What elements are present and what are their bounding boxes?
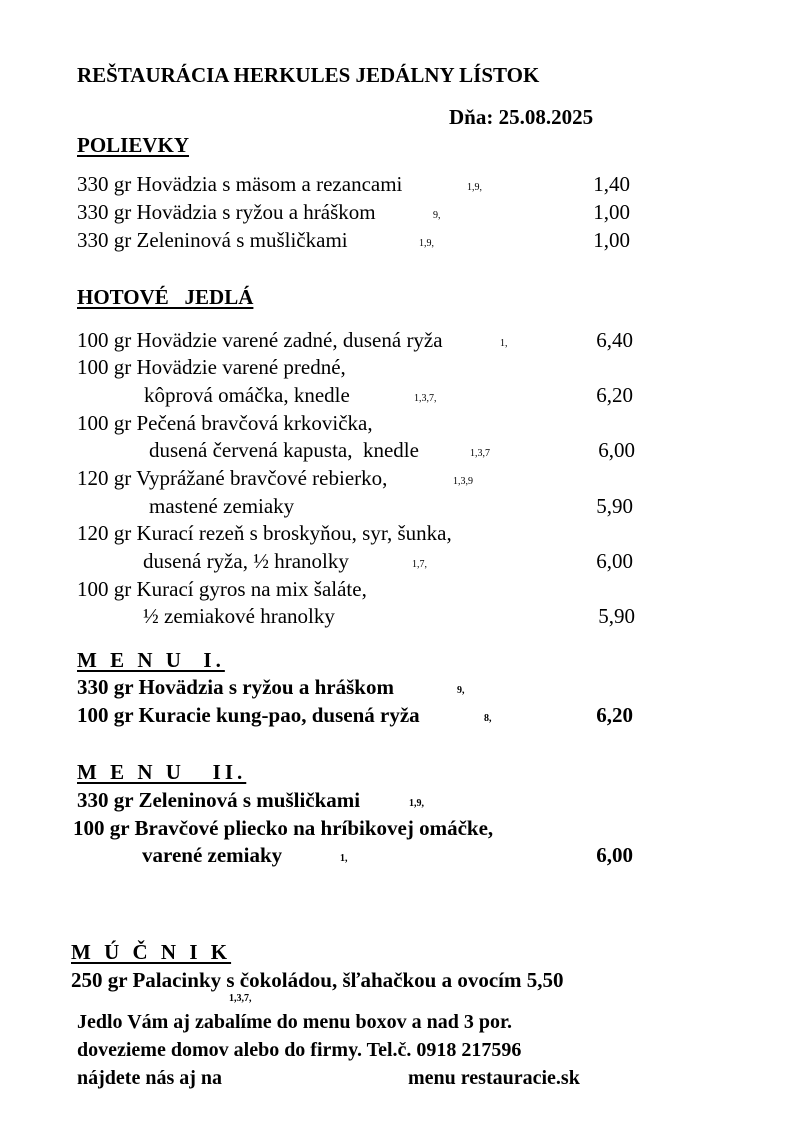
footer-line-1: Jedlo Vám aj zabalíme do menu boxov a nad 3 por. — [77, 1011, 513, 1033]
item-price: 6,20 — [596, 383, 633, 407]
menu1-main-allergens: 8, — [484, 713, 492, 724]
item-allergens: 1,9, — [419, 238, 434, 249]
dessert-allergens: 1,3,7, — [229, 993, 252, 1004]
dessert-heading: M Ú Č N I K — [71, 940, 232, 964]
item-allergens: 1,3,7, — [414, 393, 437, 404]
item-name: 100 gr Kurací gyros na mix šaláte, — [77, 577, 367, 601]
item-price: 6,40 — [596, 328, 633, 352]
item-name: 100 gr Pečená bravčová krkovička, — [77, 411, 373, 435]
menu2-price: 6,00 — [596, 843, 633, 867]
menu1-main: 100 gr Kuracie kung-pao, dusená ryža — [77, 703, 420, 727]
item-name: 330 gr Hovädzia s mäsom a rezancami — [77, 172, 403, 196]
menu2-main: 100 gr Bravčové pliecko na hríbikovej omáčke, — [73, 816, 494, 840]
item-allergens: 1,3,7 — [470, 448, 490, 459]
item-name-cont: dusená ryža, ½ hranolky — [143, 549, 349, 573]
item-price: 5,90 — [596, 494, 633, 518]
menu1-price: 6,20 — [596, 703, 633, 727]
item-allergens: 1, — [500, 338, 508, 349]
menu1-soup-allergens: 9, — [457, 685, 465, 696]
item-allergens: 1,9, — [467, 182, 482, 193]
item-price: 1,40 — [593, 172, 630, 196]
item-name-cont: ½ zemiakové hranolky — [143, 604, 335, 628]
item-name: 120 gr Kurací rezeň s broskyňou, syr, šunka, — [77, 521, 452, 545]
item-price: 6,00 — [598, 438, 635, 462]
item-price: 1,00 — [593, 200, 630, 224]
menu2-main-allergens: 1, — [340, 853, 348, 864]
dessert-item: 250 gr Palacinky s čokoládou, šľahačkou a ovocím 5,50 — [71, 968, 564, 992]
menu1-soup: 330 gr Hovädzia s ryžou a hráškom — [77, 675, 394, 699]
soups-heading: POLIEVKY — [77, 133, 190, 157]
item-allergens: 1,7, — [412, 559, 427, 570]
item-price: 6,00 — [596, 549, 633, 573]
item-name-cont: kôprová omáčka, knedle — [144, 383, 350, 407]
item-name-cont: mastené zemiaky — [149, 494, 295, 518]
item-price: 5,90 — [598, 604, 635, 628]
menu2-soup: 330 gr Zeleninová s mušličkami — [77, 788, 361, 812]
menu2-heading: M E N U II. — [77, 760, 247, 784]
page-title: REŠTAURÁCIA HERKULES JEDÁLNY LÍSTOK — [77, 63, 540, 87]
menu-date: Dňa: 25.08.2025 — [449, 105, 594, 129]
footer-line-2: dovezieme domov alebo do firmy. Tel.č. 0918 217596 — [77, 1039, 522, 1061]
item-allergens: 1,3,9 — [453, 476, 473, 487]
item-price: 1,00 — [593, 228, 630, 252]
footer-website: menu restauracie.sk — [408, 1067, 580, 1089]
item-name: 330 gr Zeleninová s mušličkami — [77, 228, 348, 252]
item-name-cont: dusená červená kapusta, knedle — [149, 438, 419, 462]
item-name: 120 gr Vyprážané bravčové rebierko, — [77, 466, 388, 490]
mains-heading: HOTOVÉ JEDLÁ — [77, 285, 254, 309]
menu2-main-cont: varené zemiaky — [142, 843, 283, 867]
item-name: 330 gr Hovädzia s ryžou a hráškom — [77, 200, 376, 224]
menu2-soup-allergens: 1,9, — [409, 798, 424, 809]
item-name: 100 gr Hovädzie varené zadné, dusená ryža — [77, 328, 443, 352]
item-name: 100 gr Hovädzie varené predné, — [77, 355, 346, 379]
menu1-heading: M E N U I. — [77, 648, 225, 672]
footer-line-3-left: nájdete nás aj na — [77, 1067, 223, 1089]
item-allergens: 9, — [433, 210, 441, 221]
